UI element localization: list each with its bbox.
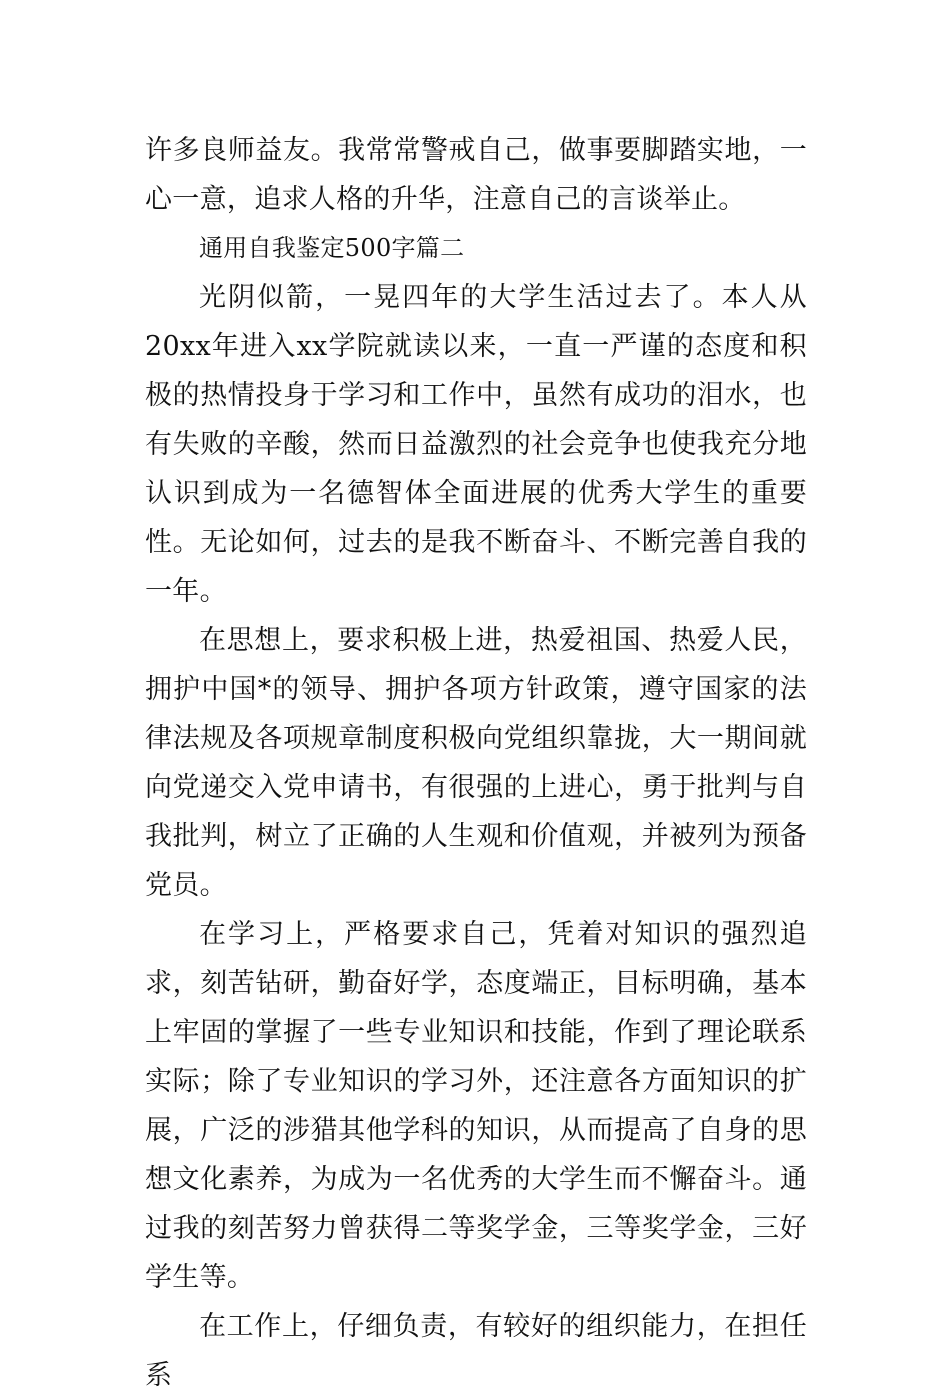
section-heading: 通用自我鉴定500字篇二 bbox=[199, 234, 465, 262]
paragraph-study: 在学习上，严格要求自己，凭着对知识的强烈追求，刻苦钻研，勤奋好学，态度端正，目标明确，基本上牢固的掌握了一些专业知识和技能，作到了理论联系实际；除了专业知识的学习外，还注意各方面知识的扩展，广泛的涉猎其他学科的知识，从而提高了自身的思想文化素养，为成为一名优秀的大学生而不懈奋斗。通过我的刻苦努力曾获得二等奖学金，三等奖学金，三好学生等。 bbox=[145, 919, 807, 1293]
paragraph-intro: 光阴似箭，一晃四年的大学生活过去了。本人从20xx年进入xx学院就读以来，一直一严谨的态度和积极的热情投身于学习和工作中，虽然有成功的泪水，也有失败的辛酸，然而日益激烈的社会竞争也使我充分地认识到成为一名德智体全面进展的优秀大学生的重要性。无论如何，过去的是我不断奋斗、不断完善自我的一年。 bbox=[145, 282, 807, 607]
paragraph-work: 在工作上，仔细负责，有较好的组织能力，在担任系 bbox=[145, 1311, 807, 1391]
paragraph-continuation: 许多良师益友。我常常警戒自己，做事要脚踏实地，一心一意，追求人格的升华，注意自己的言谈举止。 bbox=[145, 135, 807, 215]
paragraph-thought: 在思想上，要求积极上进，热爱祖国、热爱人民，拥护中国*的领导、拥护各项方针政策，遵守国家的法律法规及各项规章制度积极向党组织靠拢，大一期间就向党递交入党申请书，有很强的上进心，勇于批判与自我批判，树立了正确的人生观和价值观，并被列为预备党员。 bbox=[145, 625, 807, 901]
document-page bbox=[145, 126, 807, 1400]
